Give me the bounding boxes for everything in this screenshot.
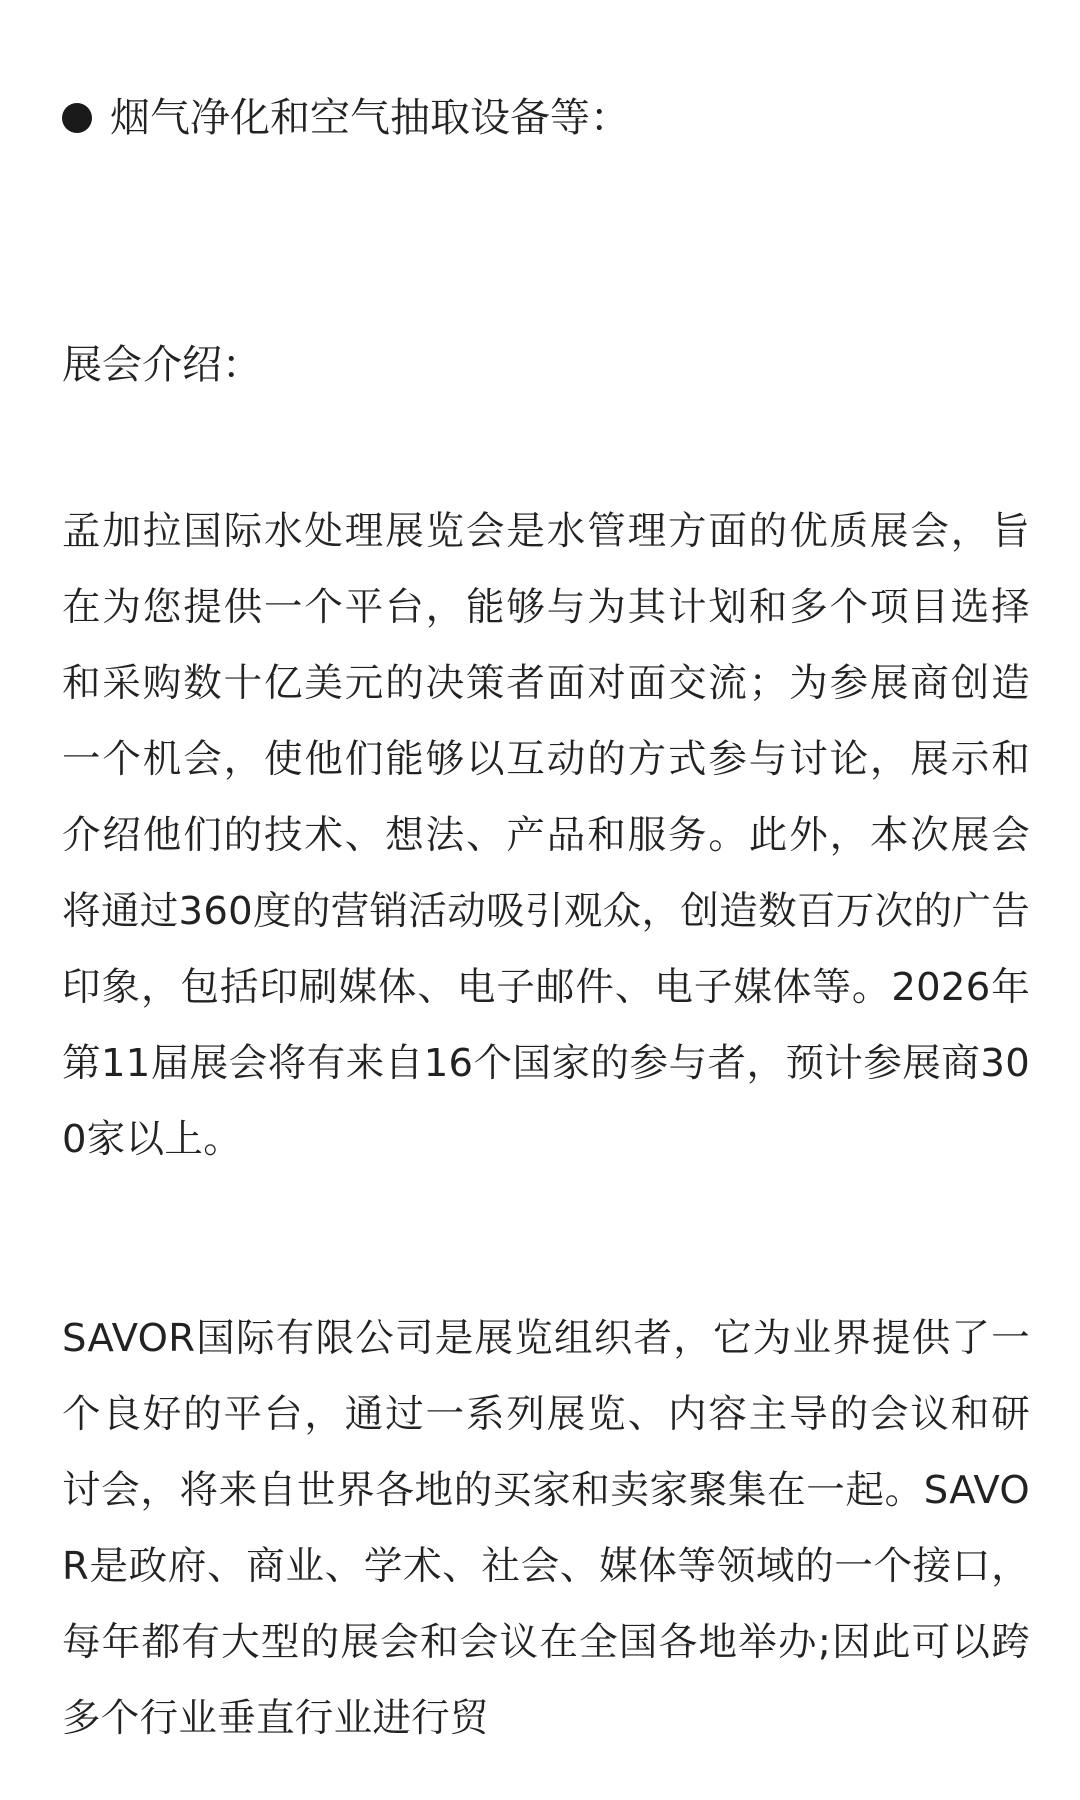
section-heading: 展会介绍： <box>62 342 262 388</box>
bullet-item-text: 烟气净化和空气抽取设备等： <box>110 95 630 141</box>
bullet-list-item <box>62 88 630 148</box>
bullet-icon <box>62 103 92 133</box>
paragraph-exhibition-intro: 孟加拉国际水处理展览会是水管理方面的优质展会，旨在为您提供一个平台，能够与为其计划和多个项目选择和采购数十亿美元的决策者面对面交流；为参展商创造一个机会，使他们能够以互动的方式参与讨论，展示和介绍他们的技术、想法、产品和服务。此外，本次展会将通过360度的营销活动吸引观众，创造数百万次的广告印象，包括印刷媒体、电子邮件、电子媒体等。2026年第11届展会将有来自16个国家的参与者，预计参展商300家以上。 <box>62 508 1030 1162</box>
paragraph-organizer-intro: SAVOR国际有限公司是展览组织者，它为业界提供了一个良好的平台，通过一系列展览、内容主导的会议和研讨会，将来自世界各地的买家和卖家聚集在一起。SAVOR是政府、商业、学术、社会、媒体等领域的一个接口，每年都有大型的展会和会议在全国各地举办;因此可以跨多个行业垂直行业进行贸 <box>62 1315 1030 1741</box>
